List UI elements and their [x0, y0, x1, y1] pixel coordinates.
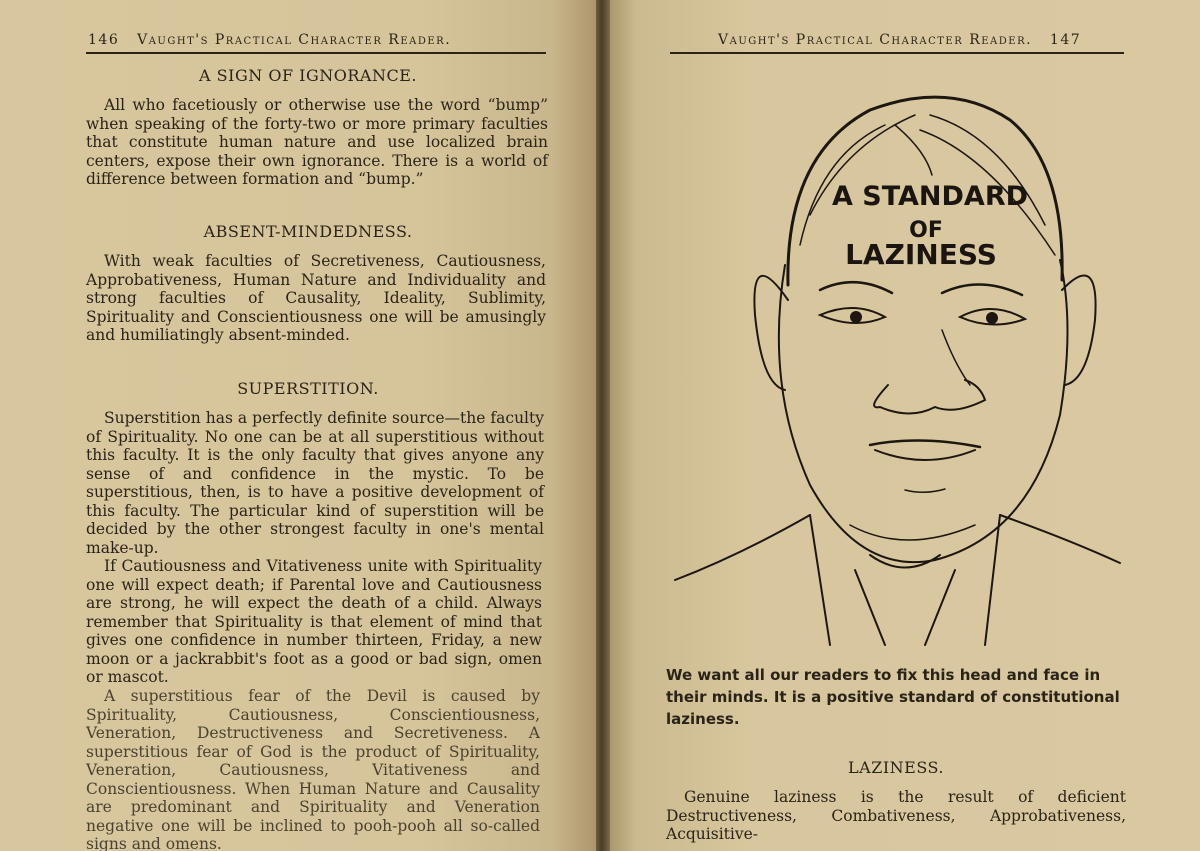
left-lapel	[810, 515, 830, 645]
left-eyebrow	[820, 282, 892, 293]
paragraph-superstition-1-text: Superstition has a perfectly definite source—the faculty of Spirituality. No one can be at all superstitious without this faculty. It is the only faculty that gives anyone any sense of and confidence in the mystic. To be superstitious, then, is to have a positive development of this faculty. The particular kind of superstition will be decided by the other strongest faculty in one's mental make-up.	[86, 409, 544, 557]
section-title-superstition: SUPERSTITION.	[237, 379, 379, 398]
chin-line	[905, 489, 945, 492]
paragraph-ignorance-text: All who facetiously or otherwise use the word “bump” when speaking of the forty-two or more primary faculties that constitute human nature and use localized brain centers, expose their own ignorance. There is a world of difference between formation and “bump.”	[86, 96, 548, 188]
book-gutter	[596, 0, 610, 851]
collar-right	[925, 570, 955, 645]
left-pupil	[851, 312, 861, 322]
paragraph-laziness	[666, 788, 1126, 844]
chin-fold	[850, 525, 975, 540]
right-running-head	[718, 32, 1081, 48]
right-eyebrow	[942, 284, 1022, 295]
lower-lip	[875, 450, 975, 460]
right-page-number: 147	[1049, 32, 1082, 48]
section-title-ignorance: A SIGN OF IGNORANCE.	[199, 66, 417, 85]
section-title-laziness: LAZINESS.	[848, 758, 944, 777]
section-title-absent-mindedness: ABSENT-MINDEDNESS.	[203, 222, 413, 241]
left-page-number: 146	[88, 32, 120, 48]
left-head-rule	[86, 52, 546, 54]
nose-bridge	[942, 330, 970, 385]
paragraph-absent-mindedness-text: With weak faculties of Secretiveness, Cautiousness, Approbativeness, Human Nature and Individuality and strong faculties of Causality, Ideality, Sublimity, Spirituality and Conscientiousness one will be amusingly and humiliatingly absent-minded.	[86, 252, 546, 344]
paragraph-laziness-text: Genuine laziness is the result of deficient Destructiveness, Combativeness, Approbativeness, Acquisitive-	[666, 788, 1126, 843]
nose-bottom	[874, 380, 985, 414]
right-pupil	[987, 313, 997, 323]
illustration-label-line-2: OF	[909, 218, 943, 243]
paragraph-absent-mindedness	[86, 252, 546, 345]
paragraph-superstition-2-text: If Cautiousness and Vitativeness unite with Spirituality one will expect death; if Parental love and Cautiousness are strong, he will expect the death of a child. Always remember that Spirituality is that element of mind that gives one confidence in number thirteen, Friday, a new moon or a jackrabbit's foot as a good or bad sign, omen or mascot.	[86, 557, 542, 686]
laziness-face-illustration	[670, 85, 1130, 655]
collar-left	[855, 570, 885, 645]
left-running-head	[88, 32, 451, 48]
right-shoulder	[1000, 515, 1120, 563]
paragraph-superstition-2	[86, 557, 542, 687]
illustration-label-line-3: LAZINESS	[845, 238, 997, 271]
illustration-label-line-1: A STANDARD	[831, 181, 1029, 212]
paragraph-superstition-1	[86, 409, 544, 557]
illustration-caption: We want all our readers to fix this head and face in their minds. It is a positive standard of constitutional laziness.	[666, 666, 1120, 728]
paragraph-superstition-3-text: A superstitious fear of the Devil is caused by Spirituality, Cautiousness, Conscientiousness, Veneration, Destructiveness and Secretiveness. A superstitious fear of God is the product of Spirituality, Veneration, Cautiousness, Vitativeness and Conscientiousness. When Human Nature and Causality are predominant and Spirituality and Veneration negative one will be inclined to pooh-pooh all so-called signs and omens.	[86, 687, 540, 851]
right-running-title: Vaught's Practical Character Reader.	[718, 32, 1033, 48]
left-ear	[754, 276, 788, 390]
upper-lip	[870, 440, 980, 447]
paragraph-ignorance	[86, 96, 548, 189]
left-shoulder	[675, 515, 810, 580]
paragraph-superstition-3	[86, 687, 540, 851]
left-running-title: Vaught's Practical Character Reader.	[137, 32, 452, 48]
right-head-rule	[670, 52, 1124, 54]
